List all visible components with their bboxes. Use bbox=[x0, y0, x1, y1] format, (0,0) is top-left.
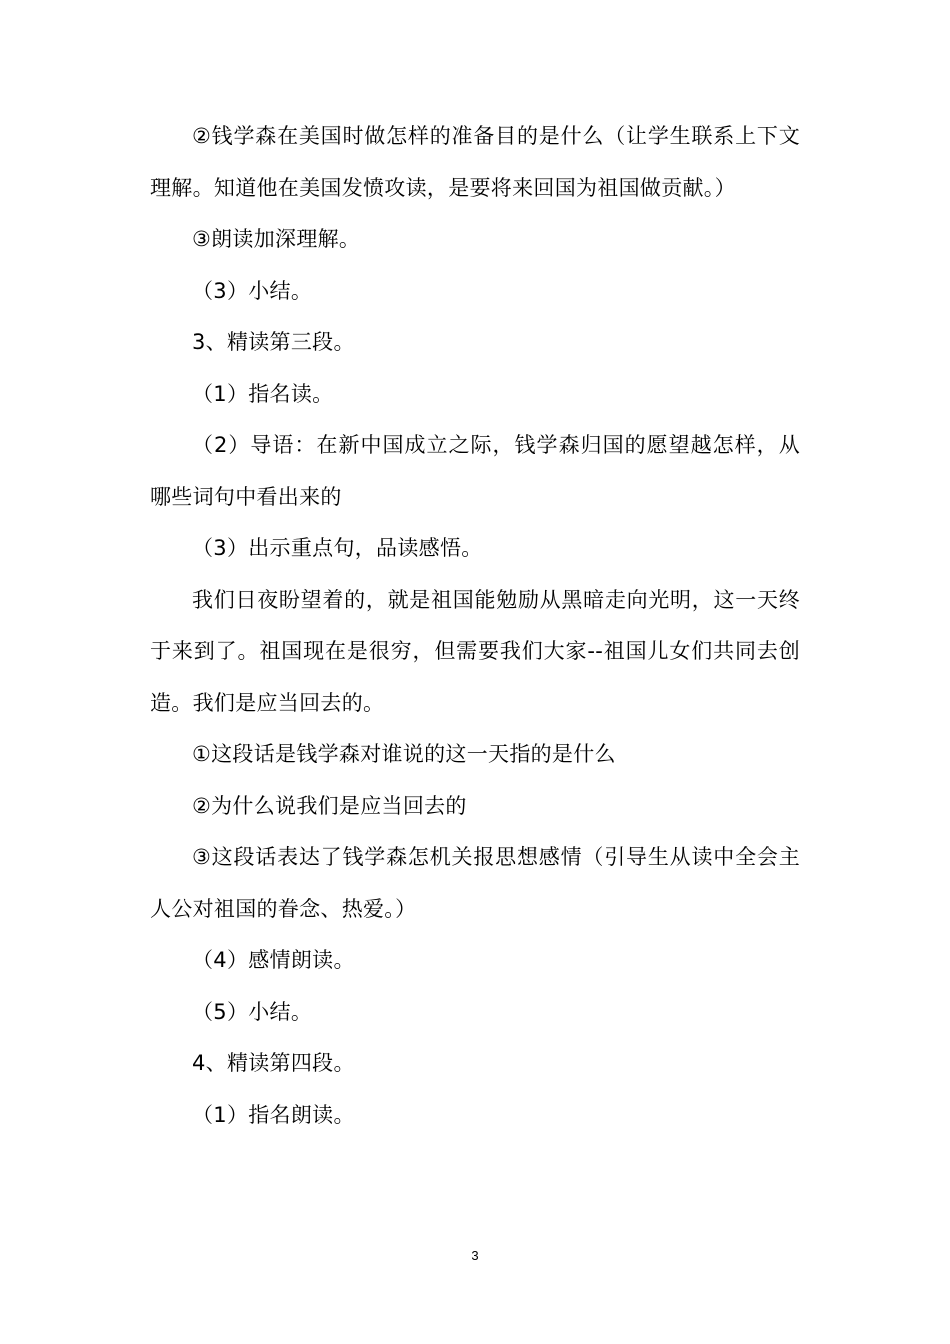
paragraph-step-1: （1）指名读。 bbox=[192, 381, 334, 406]
paragraph-step-5: （5）小结。 bbox=[192, 999, 313, 1024]
document-body bbox=[150, 111, 800, 1141]
paragraph-question-b: ②为什么说我们是应当回去的 bbox=[192, 793, 467, 818]
heading-section-4: 4、精读第四段。 bbox=[192, 1051, 355, 1075]
heading-section-3: 3、精读第三段。 bbox=[192, 330, 355, 354]
paragraph-question-a: ①这段话是钱学森对谁说的这一天指的是什么 bbox=[192, 742, 616, 766]
paragraph-quote: 我们日夜盼望着的，就是祖国能勉励从黑暗走向光明，这一天终于来到了。祖国现在是很穷，但需要我们大家--祖国儿女们共同去创造。我们是应当回去的。 bbox=[150, 587, 800, 715]
paragraph-step-3: （3）出示重点句，品读感悟。 bbox=[192, 536, 483, 560]
paragraph-question-c: ③这段话表达了钱学森怎机关报思想感情（引导生从读中全会主人公对祖国的眷念、热爱。） bbox=[150, 845, 800, 921]
paragraph-question-2: ②钱学森在美国时做怎样的准备目的是什么（让学生联系上下文理解。知道他在美国发愤攻读，是要将来回国为祖国做贡献。） bbox=[150, 124, 800, 200]
paragraph-read-aloud: ③朗读加深理解。 bbox=[192, 227, 361, 251]
paragraph-summary-3: （3）小结。 bbox=[192, 278, 313, 303]
paragraph-step-1-section-4: （1）指名朗读。 bbox=[192, 1102, 355, 1127]
paragraph-step-4: （4）感情朗读。 bbox=[192, 948, 355, 972]
paragraph-step-2: （2）导语：在新中国成立之际，钱学森归国的愿望越怎样，从哪些词句中看出来的 bbox=[150, 433, 800, 509]
page-number: 3 bbox=[471, 1248, 479, 1263]
